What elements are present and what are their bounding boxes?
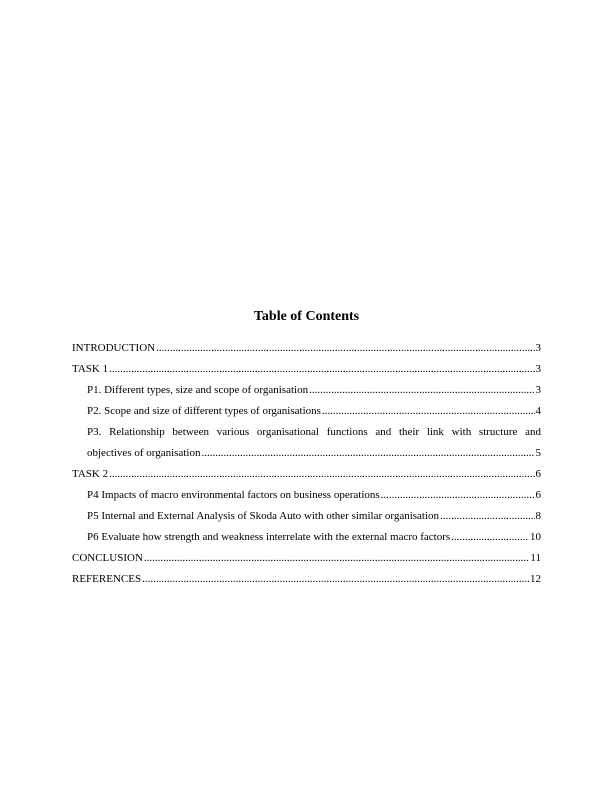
table-of-contents	[72, 308, 541, 590]
toc-page-number: 6	[535, 468, 541, 480]
dot-leader	[142, 569, 529, 590]
dot-leader	[201, 443, 534, 464]
toc-page-number: 5	[535, 447, 541, 459]
toc-entry-text: CONCLUSION	[72, 552, 143, 564]
toc-page-number: 3	[535, 342, 541, 354]
toc-page-number: 12	[530, 573, 541, 585]
toc-page-number: 8	[535, 510, 541, 522]
toc-entry-text: P2. Scope and size of different types of organisations	[87, 405, 321, 417]
toc-page-number: 3	[535, 363, 541, 375]
toc-entry-text-line-2: objectives of organisation	[87, 447, 201, 459]
toc-entry-text-line-1: P3. Relationship between various organisational functions and their link with structure and	[87, 426, 541, 438]
toc-list	[72, 338, 541, 590]
toc-entry-text: REFERENCES	[72, 573, 142, 585]
toc-page-number: 6	[535, 489, 541, 501]
toc-entry-task-2[interactable]	[72, 464, 541, 485]
toc-page-number: 4	[535, 405, 541, 417]
toc-entry-text: P5 Internal and External Analysis of Skoda Auto with other similar organisation	[87, 510, 440, 522]
toc-entry-p2[interactable]	[72, 401, 541, 422]
toc-entry-task-1[interactable]	[72, 359, 541, 380]
dot-leader	[309, 380, 534, 401]
toc-entry-conclusion[interactable]	[72, 548, 541, 569]
toc-entry-text: P4 Impacts of macro environmental factors on business operations	[87, 489, 380, 501]
toc-entry-p3[interactable]	[72, 422, 541, 464]
dot-leader	[109, 359, 534, 380]
dot-leader	[144, 548, 530, 569]
toc-page-number: 3	[535, 384, 541, 396]
toc-entry-text: P6 Evaluate how strength and weakness interrelate with the external macro factors	[87, 531, 451, 543]
dot-leader	[451, 527, 529, 548]
toc-entry-text: P1. Different types, size and scope of organisation	[87, 384, 309, 396]
toc-entry-text: TASK 1	[72, 363, 109, 375]
dot-leader	[381, 485, 535, 506]
dot-leader	[322, 401, 535, 422]
toc-entry-p6[interactable]	[72, 527, 541, 548]
toc-entry-references[interactable]	[72, 569, 541, 590]
toc-entry-p4[interactable]	[72, 485, 541, 506]
toc-entry-p5[interactable]	[72, 506, 541, 527]
toc-entry-p1[interactable]	[72, 380, 541, 401]
toc-page-number: 11	[530, 552, 541, 564]
toc-entry-text: TASK 2	[72, 468, 109, 480]
dot-leader	[156, 338, 534, 359]
dot-leader	[109, 464, 534, 485]
toc-page-number: 10	[530, 531, 541, 543]
toc-entry-text: INTRODUCTION	[72, 342, 156, 354]
dot-leader	[440, 506, 534, 527]
toc-entry-introduction[interactable]	[72, 338, 541, 359]
toc-title: Table of Contents	[253, 309, 360, 324]
